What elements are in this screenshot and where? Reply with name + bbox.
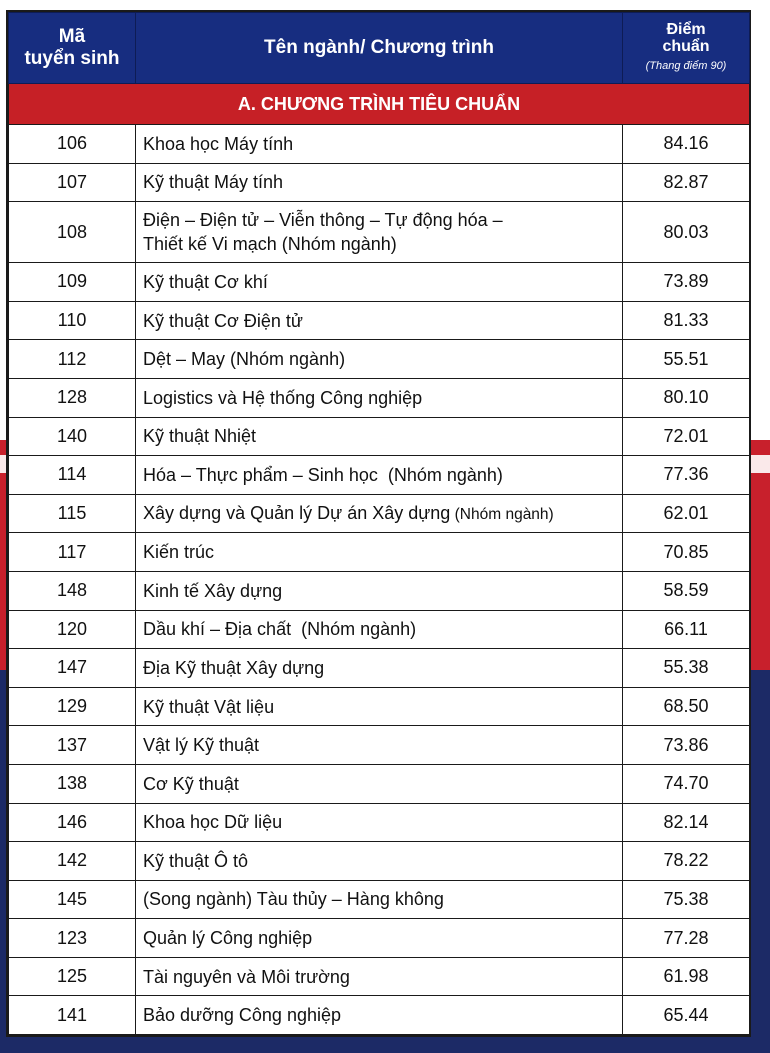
row-score: 58.59 <box>623 571 750 610</box>
row-name: Kỹ thuật Cơ khí <box>136 263 623 302</box>
row-score: 66.11 <box>623 610 750 649</box>
row-name: Logistics và Hệ thống Công nghiệp <box>136 378 623 417</box>
header-code-line2: tuyển sinh <box>24 48 120 69</box>
row-code: 137 <box>9 726 136 765</box>
row-score: 70.85 <box>623 533 750 572</box>
header-name: Tên ngành/ Chương trình <box>136 13 623 84</box>
table-row <box>9 456 750 495</box>
row-name: Kỹ thuật Nhiệt <box>136 417 623 456</box>
table-row <box>9 842 750 881</box>
row-name: Địa Kỹ thuật Xây dựng <box>136 649 623 688</box>
row-code: 141 <box>9 996 136 1035</box>
row-score: 78.22 <box>623 842 750 881</box>
row-name: Kinh tế Xây dựng <box>136 571 623 610</box>
row-code: 114 <box>9 456 136 495</box>
header-code <box>9 13 136 84</box>
row-code: 108 <box>9 202 136 263</box>
row-code: 120 <box>9 610 136 649</box>
row-name <box>136 494 623 533</box>
table-row <box>9 417 750 456</box>
row-code: 106 <box>9 125 136 164</box>
row-code: 125 <box>9 957 136 996</box>
row-name: Hóa – Thực phẩm – Sinh học (Nhóm ngành) <box>136 456 623 495</box>
table-row <box>9 880 750 919</box>
table-row <box>9 125 750 164</box>
score-table <box>8 12 750 1035</box>
row-score: 62.01 <box>623 494 750 533</box>
header-score-line1: Điểm <box>666 21 706 38</box>
row-code: 112 <box>9 340 136 379</box>
row-name: Cơ Kỹ thuật <box>136 764 623 803</box>
section-row <box>9 84 750 125</box>
row-code: 146 <box>9 803 136 842</box>
row-code: 128 <box>9 378 136 417</box>
row-name: Bảo dưỡng Công nghiệp <box>136 996 623 1035</box>
table-row <box>9 687 750 726</box>
table-header-row <box>9 13 750 84</box>
row-code: 148 <box>9 571 136 610</box>
table-row <box>9 649 750 688</box>
table-row <box>9 726 750 765</box>
table-row <box>9 957 750 996</box>
row-code: 138 <box>9 764 136 803</box>
table-row <box>9 610 750 649</box>
row-name: Dệt – May (Nhóm ngành) <box>136 340 623 379</box>
row-name: Khoa học Dữ liệu <box>136 803 623 842</box>
row-name: (Song ngành) Tàu thủy – Hàng không <box>136 880 623 919</box>
row-score: 55.51 <box>623 340 750 379</box>
row-name: Kỹ thuật Cơ Điện tử <box>136 301 623 340</box>
row-code: 147 <box>9 649 136 688</box>
row-score: 81.33 <box>623 301 750 340</box>
row-code: 117 <box>9 533 136 572</box>
header-code-line1: Mã <box>58 26 86 47</box>
row-name: Vật lý Kỹ thuật <box>136 726 623 765</box>
header-score <box>623 13 750 84</box>
table-row <box>9 533 750 572</box>
table-row <box>9 494 750 533</box>
section-title: A. CHƯƠNG TRÌNH TIÊU CHUẨN <box>9 84 750 125</box>
row-score: 73.86 <box>623 726 750 765</box>
row-score: 77.36 <box>623 456 750 495</box>
row-score: 77.28 <box>623 919 750 958</box>
row-name: Kỹ thuật Máy tính <box>136 163 623 202</box>
table-row <box>9 263 750 302</box>
row-score: 75.38 <box>623 880 750 919</box>
row-score: 72.01 <box>623 417 750 456</box>
row-name-line1: Điện – Điện tử – Viễn thông – Tự động hóa – <box>143 210 503 231</box>
row-name <box>136 202 623 263</box>
row-score: 80.10 <box>623 378 750 417</box>
row-name-main: Xây dựng và Quản lý Dự án Xây dựng <box>143 502 451 523</box>
score-table-sheet <box>6 10 751 1037</box>
header-score-line2: chuẩn <box>662 38 710 55</box>
row-score: 84.16 <box>623 125 750 164</box>
row-score: 61.98 <box>623 957 750 996</box>
table-row <box>9 202 750 263</box>
row-code: 145 <box>9 880 136 919</box>
header-score-note: (Thang điểm 90) <box>645 60 727 72</box>
table-row <box>9 301 750 340</box>
row-name: Kỹ thuật Vật liệu <box>136 687 623 726</box>
row-code: 107 <box>9 163 136 202</box>
row-score: 80.03 <box>623 202 750 263</box>
row-name-line2: Thiết kế Vi mạch (Nhóm ngành) <box>143 234 397 255</box>
row-name: Kỹ thuật Ô tô <box>136 842 623 881</box>
row-score: 65.44 <box>623 996 750 1035</box>
row-name: Quản lý Công nghiệp <box>136 919 623 958</box>
row-score: 74.70 <box>623 764 750 803</box>
row-score: 82.14 <box>623 803 750 842</box>
row-code: 123 <box>9 919 136 958</box>
table-row <box>9 996 750 1035</box>
table-row <box>9 340 750 379</box>
row-code: 110 <box>9 301 136 340</box>
row-code: 140 <box>9 417 136 456</box>
row-score: 68.50 <box>623 687 750 726</box>
row-name: Khoa học Máy tính <box>136 125 623 164</box>
row-code: 142 <box>9 842 136 881</box>
row-code: 109 <box>9 263 136 302</box>
row-score: 55.38 <box>623 649 750 688</box>
row-name: Tài nguyên và Môi trường <box>136 957 623 996</box>
table-row <box>9 163 750 202</box>
table-row <box>9 571 750 610</box>
table-row <box>9 378 750 417</box>
row-code: 129 <box>9 687 136 726</box>
row-name-suffix: (Nhóm ngành) <box>450 505 554 523</box>
table-row <box>9 803 750 842</box>
row-name: Kiến trúc <box>136 533 623 572</box>
row-score: 73.89 <box>623 263 750 302</box>
row-code: 115 <box>9 494 136 533</box>
row-name: Dầu khí – Địa chất (Nhóm ngành) <box>136 610 623 649</box>
row-score: 82.87 <box>623 163 750 202</box>
table-row <box>9 764 750 803</box>
table-row <box>9 919 750 958</box>
